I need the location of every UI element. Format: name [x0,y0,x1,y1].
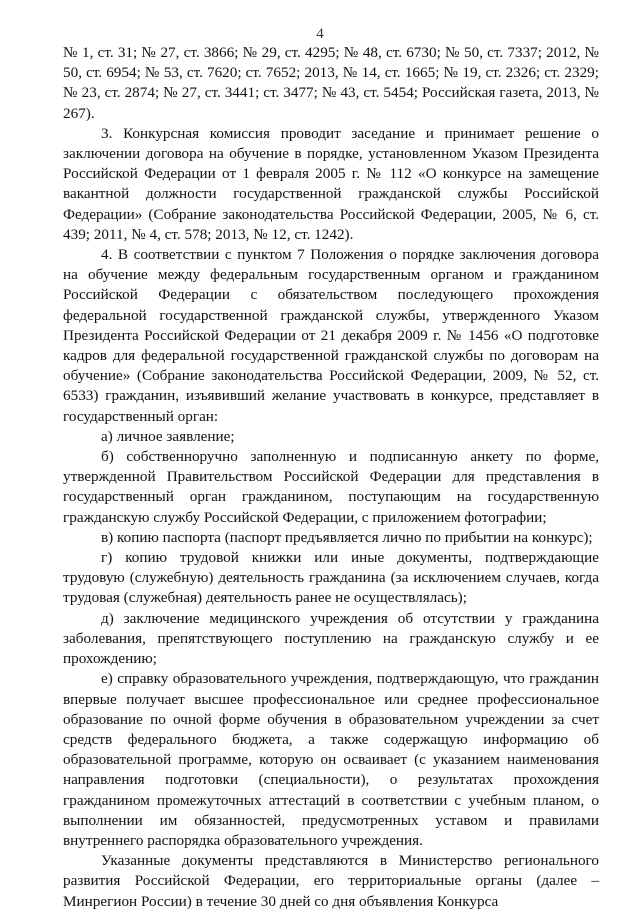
document-body [63,43,599,912]
list-item-d: д) заключение медицинского учреждения об отсутствии у гражданина заболевания, препятствующего поступлению на гражданскую службу и ее прохождению; [63,609,599,668]
list-item-g: г) копию трудовой книжки или иные документы, подтверждающие трудовую (служебную) деятельность гражданина (за исключением случаев, когда трудовая (служебная) деятельность ранее не осуществлялась); [63,549,599,607]
list-item-e: е) справку образовательного учреждения, подтверждающую, что гражданин впервые получает высшее профессиональное или среднее профессиональное образование по очной форме обучения в образовательном учреждении за счет средств федерального бюджета, а также содержащую информацию об образовательной программе, которую он осваивает (с указанием наименования направления подготовки (специальности), о результатах прохождения гражданином промежуточных аттестаций в соответствии с учебным планом, о выполнении им обязанностей, предусмотренных уставом и правилами внутреннего распорядка образовательного учреждения. [63,670,599,849]
page-number: 4 [316,26,324,42]
list-item-b: б) собственноручно заполненную и подписанную анкету по форме, утвержденной Правительством Российской Федерации для представления в государственный орган гражданином, поступающим на государственную гражданскую службу Российской Федерации, с приложением фотографии; [63,448,599,526]
list-item-a: а) личное заявление; [101,427,235,445]
list-item-v: в) копию паспорта (паспорт предъявляется лично по прибытии на конкурс); [101,528,593,546]
paragraph-item-4: 4. В соответствии с пунктом 7 Положения о порядке заключения договора на обучение между федеральным государственным органом и гражданином Российской Федерации с обязательством последующего прохождения федеральной государственной гражданской службы, утвержденного Указом Президента Российской Федерации от 21 декабря 2009 г. № 1456 «О подготовке кадров для федеральной государственной гражданской службы по договорам на обучение» (Собрание законодательства Российской Федерации, 2009, № 52, ст. 6533) гражданин, изъявивший желание участвовать в конкурсе, представляет в государственный орган: [63,246,599,425]
paragraph-item-3: 3. Конкурсная комиссия проводит заседание и принимает решение о заключении договора на обучение в порядке, установленном Указом Президента Российской Федерации от 1 февраля 2005 г. № 112 «О конкурсе на замещение вакантной должности государственной гражданской службы Российской Федерации» (Собрание законодательства Российской Федерации, 2005, № 6, ст. 439; 2011, № 4, ст. 578; 2013, № 12, ст. 1242). [63,124,599,243]
paragraph-sources-continuation: № 1, ст. 31; № 27, ст. 3866; № 29, ст. 4295; № 48, ст. 6730; № 50, ст. 7337; 2012, № 50, ст. 6954; № 53, ст. 7620; ст. 7652; 2013, № 14, ст. 1665; № 19, ст. 2326; ст. 2329; № 23, ст. 2874; № 27, ст. 3441; ст. 3477; № 43, ст. 5454; Российская газета, 2013, № 267). [63,44,599,122]
paragraph-documents-submission: Указанные документы представляются в Министерство регионального развития Российской Федерации, его территориальные органы (далее – Минрегион России) в течение 30 дней со дня объявления Конкурса [63,852,599,910]
